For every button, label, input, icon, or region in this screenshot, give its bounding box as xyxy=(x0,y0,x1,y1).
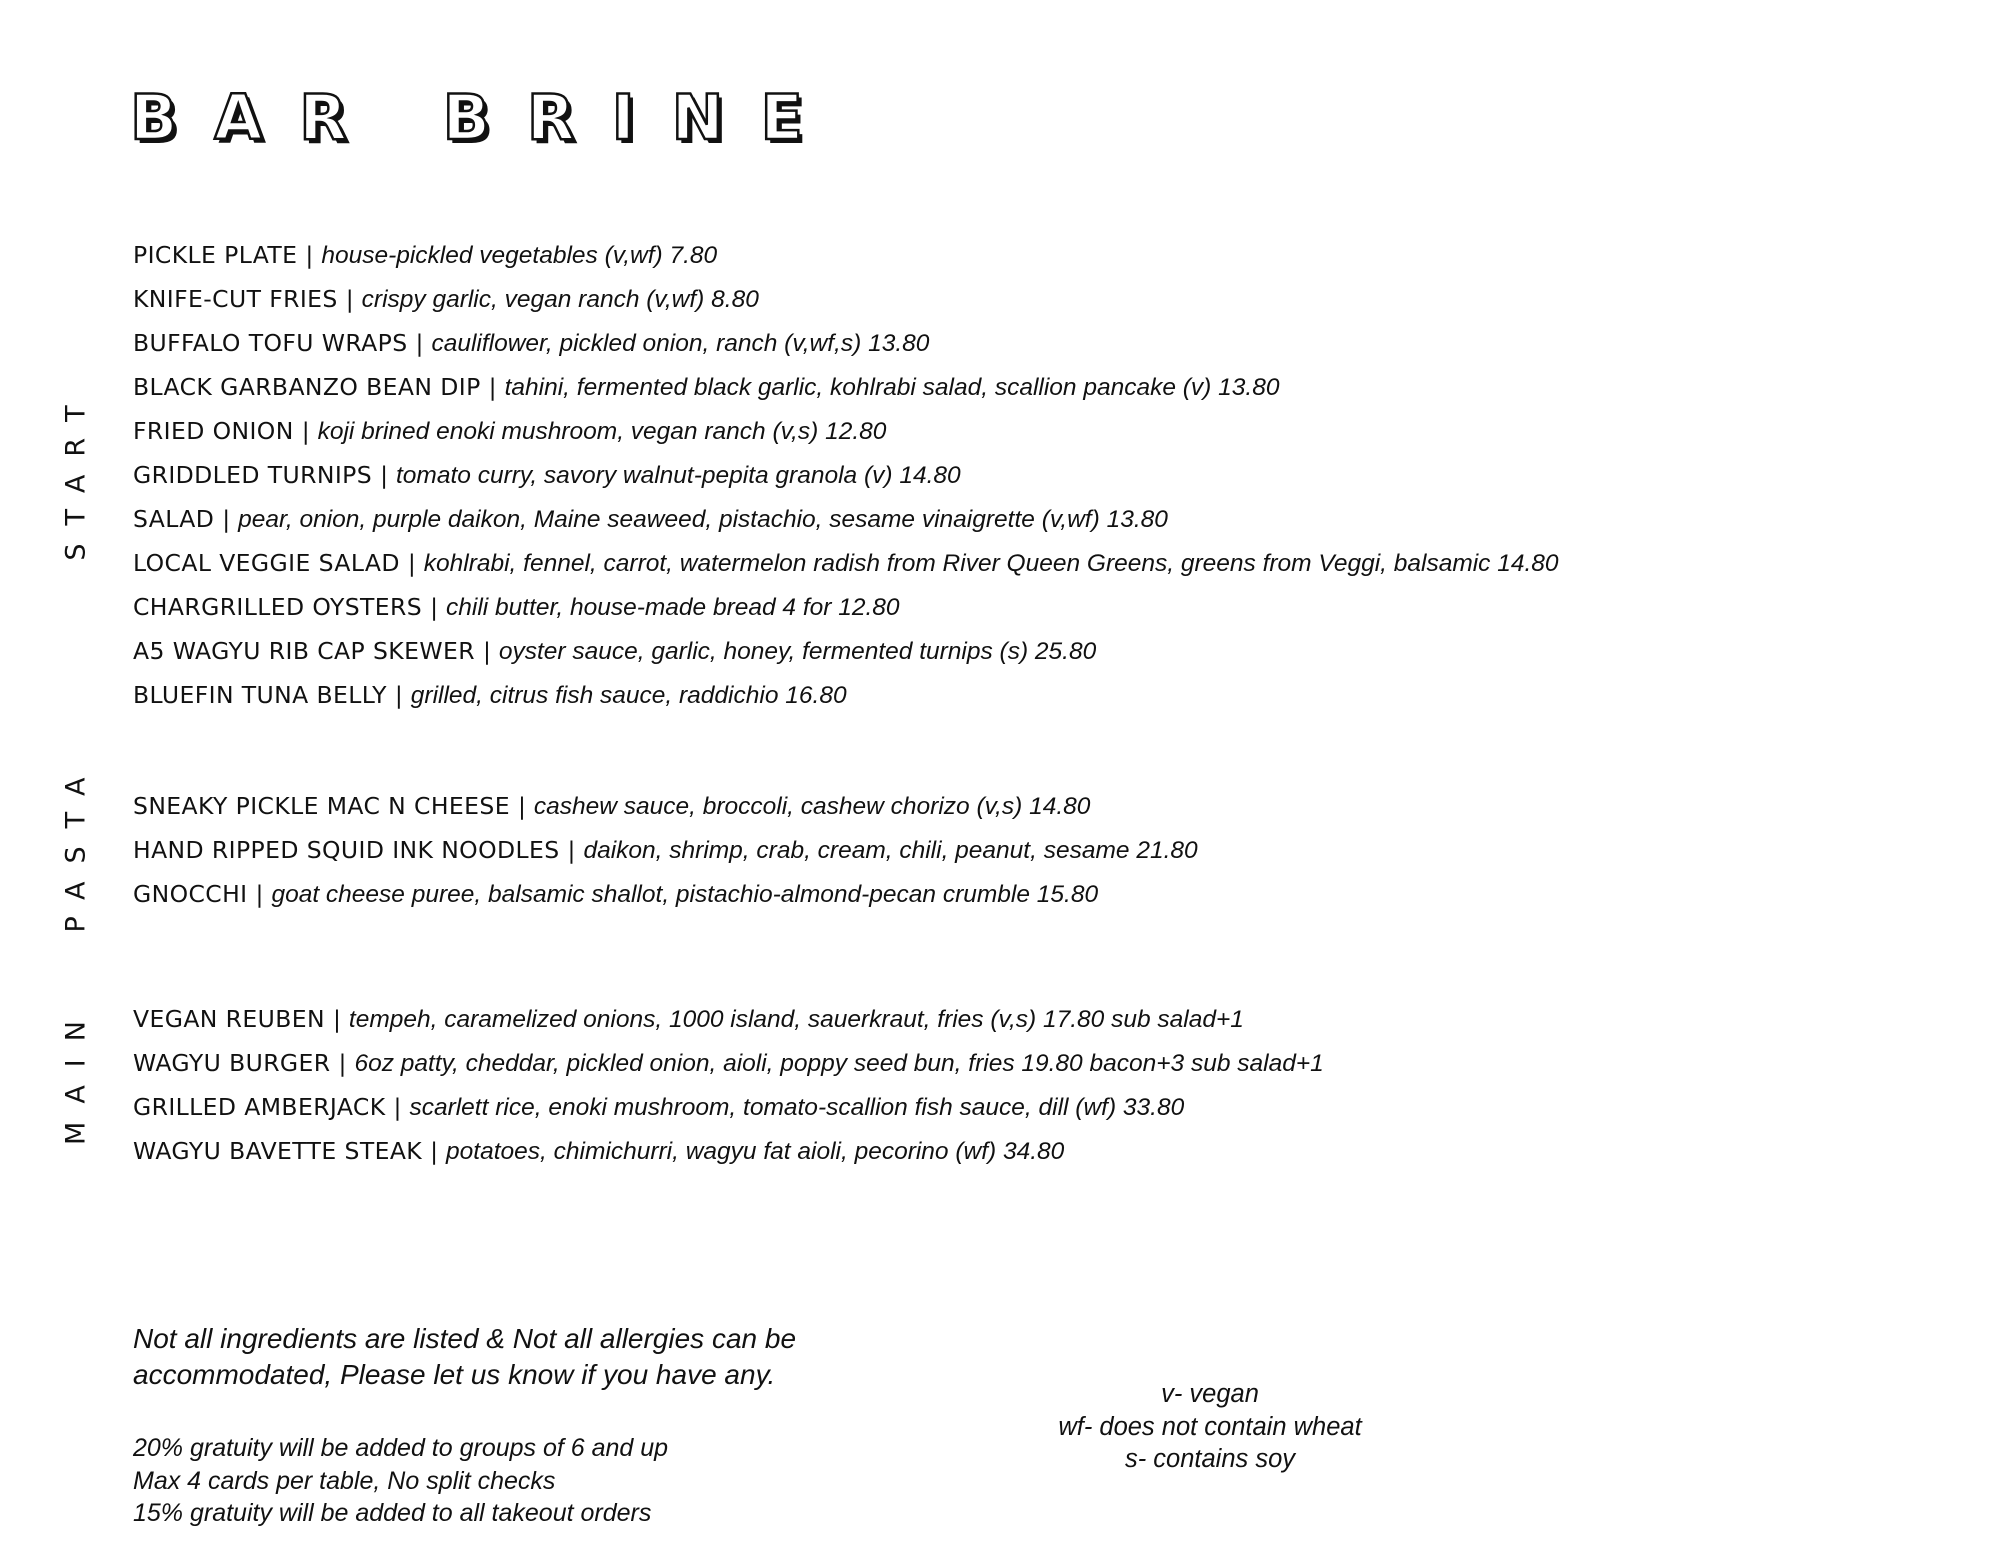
menu-item-description: grilled, citrus fish sauce, raddichio 16.80 xyxy=(410,682,847,709)
menu-item-description: tomato curry, savory walnut-pepita granola (v) 14.80 xyxy=(395,462,961,489)
menu-item xyxy=(133,1041,1324,1085)
menu-item xyxy=(133,1085,1324,1129)
menu-item-name: BLUEFIN TUNA BELLY xyxy=(133,681,387,709)
menu-item-description: scarlett rice, enoki mushroom, tomato-scallion fish sauce, dill (wf) 33.80 xyxy=(409,1094,1185,1121)
menu-item-description: tempeh, caramelized onions, 1000 island, sauerkraut, fries (v,s) 17.80 sub salad+1 xyxy=(348,1006,1244,1033)
menu-item-description: pear, onion, purple daikon, Maine seaweed, pistachio, sesame vinaigrette (v,wf) 13.80 xyxy=(238,506,1168,533)
menu-item-separator: | xyxy=(345,285,354,313)
menu-item xyxy=(133,277,1559,321)
menu-item-description: 6oz patty, cheddar, pickled onion, aioli, poppy seed bun, fries 19.80 bacon+3 sub salad+1 xyxy=(354,1050,1324,1077)
menu-item xyxy=(133,321,1559,365)
menu-item xyxy=(133,497,1559,541)
menu-item-description: kohlrabi, fennel, carrot, watermelon radish from River Queen Greens, greens from Veggi, balsamic 14.80 xyxy=(423,550,1559,577)
policy-line: 15% gratuity will be added to all takeout orders xyxy=(133,1499,652,1527)
menu-item-separator: | xyxy=(430,1137,439,1165)
menu-item-name: VEGAN REUBEN xyxy=(133,1005,325,1033)
menu-item xyxy=(133,365,1559,409)
main-menu-list xyxy=(133,997,1324,1173)
policy-line: 20% gratuity will be added to groups of 6 and up xyxy=(133,1434,669,1462)
menu-item-description: daikon, shrimp, crab, cream, chili, peanut, sesame 21.80 xyxy=(583,837,1198,864)
dietary-legend xyxy=(1010,1378,1410,1476)
menu-item xyxy=(133,828,1198,872)
legend-entry: s- contains soy xyxy=(1124,1445,1296,1473)
restaurant-title: BAR BRINE xyxy=(130,81,840,154)
legend-entry: wf- does not contain wheat xyxy=(1058,1412,1362,1441)
policy-list xyxy=(133,1432,668,1530)
menu-item xyxy=(133,585,1559,629)
menu-item-name: BUFFALO TOFU WRAPS xyxy=(133,329,408,357)
menu-item-description: cashew sauce, broccoli, cashew chorizo (v,s) 14.80 xyxy=(533,793,1091,820)
menu-item-name: SALAD xyxy=(133,505,215,533)
menu-item xyxy=(133,1129,1324,1173)
menu-item-description: house-pickled vegetables (v,wf) 7.80 xyxy=(321,242,718,269)
section-label-main: MAIN xyxy=(60,1003,92,1145)
menu-item-name: LOCAL VEGGIE SALAD xyxy=(133,549,400,577)
pasta-menu-list xyxy=(133,784,1198,916)
menu-item-description: goat cheese puree, balsamic shallot, pistachio-almond-pecan crumble 15.80 xyxy=(271,881,1099,908)
menu-item-name: HAND RIPPED SQUID INK NOODLES xyxy=(133,836,560,864)
menu-item xyxy=(133,872,1198,916)
menu-item-name: A5 WAGYU RIB CAP SKEWER xyxy=(133,637,475,665)
menu-item-separator: | xyxy=(415,329,424,357)
menu-item-separator: | xyxy=(301,417,310,445)
menu-item-separator: | xyxy=(482,637,491,665)
menu-item-separator: | xyxy=(394,681,403,709)
start-menu-list xyxy=(133,233,1559,717)
menu-item-description: chili butter, house-made bread 4 for 12.80 xyxy=(446,594,900,621)
menu-item xyxy=(133,673,1559,717)
menu-item-separator: | xyxy=(567,836,576,864)
menu-item-name: FRIED ONION xyxy=(133,417,294,445)
menu-item-description: koji brined enoki mushroom, vegan ranch (v,s) 12.80 xyxy=(317,418,887,445)
menu-item-description: cauliflower, pickled onion, ranch (v,wf,s) 13.80 xyxy=(431,330,930,357)
menu-item-name: KNIFE-CUT FRIES xyxy=(133,285,338,313)
menu-item xyxy=(133,541,1559,585)
menu-item-separator: | xyxy=(333,1005,341,1033)
menu-item-name: GNOCCHI xyxy=(133,880,248,908)
menu-item xyxy=(133,784,1198,828)
menu-item-description: crispy garlic, vegan ranch (v,wf) 8.80 xyxy=(361,286,759,313)
menu-item xyxy=(133,629,1559,673)
section-label-start: START xyxy=(60,387,92,561)
menu-item-separator: | xyxy=(222,505,231,533)
menu-item-separator: | xyxy=(407,549,416,577)
menu-item-name: WAGYU BAVETTE STEAK xyxy=(133,1137,423,1165)
menu-item-description: tahini, fermented black garlic, kohlrabi salad, scallion pancake (v) 13.80 xyxy=(504,374,1280,401)
menu-item-description: oyster sauce, garlic, honey, fermented turnips (s) 25.80 xyxy=(498,638,1097,665)
menu-item-separator: | xyxy=(393,1093,402,1121)
menu-item-description: potatoes, chimichurri, wagyu fat aioli, pecorino (wf) 34.80 xyxy=(446,1138,1065,1165)
menu-item-name: BLACK GARBANZO BEAN DIP xyxy=(133,373,481,401)
section-label-pasta: PASTA xyxy=(60,759,92,933)
menu-item-separator: | xyxy=(255,880,264,908)
menu-item xyxy=(133,409,1559,453)
menu-item-separator: | xyxy=(517,792,526,820)
menu-item-name: GRILLED AMBERJACK xyxy=(133,1093,386,1121)
menu-item xyxy=(133,453,1559,497)
menu-item-separator: | xyxy=(305,241,314,269)
menu-item xyxy=(133,233,1559,277)
menu-item-name: CHARGRILLED OYSTERS xyxy=(133,593,423,621)
menu-item-separator: | xyxy=(488,373,497,401)
menu-item-name: WAGYU BURGER xyxy=(133,1049,331,1077)
policy-line: Max 4 cards per table, No split checks xyxy=(133,1466,556,1495)
menu-item-name: SNEAKY PICKLE MAC N CHEESE xyxy=(133,792,510,820)
menu-item-name: GRIDDLED TURNIPS xyxy=(133,461,373,489)
menu-item-separator: | xyxy=(380,461,388,489)
menu-item-separator: | xyxy=(338,1049,347,1077)
menu-item-name: PICKLE PLATE xyxy=(133,241,298,269)
legend-entry: v- vegan xyxy=(1161,1380,1259,1408)
menu-item-separator: | xyxy=(430,593,439,621)
menu-item xyxy=(133,997,1324,1041)
allergy-note: Not all ingredients are listed & Not all allergies can be accommodated, Please let us know if you have any. xyxy=(133,1323,797,1390)
